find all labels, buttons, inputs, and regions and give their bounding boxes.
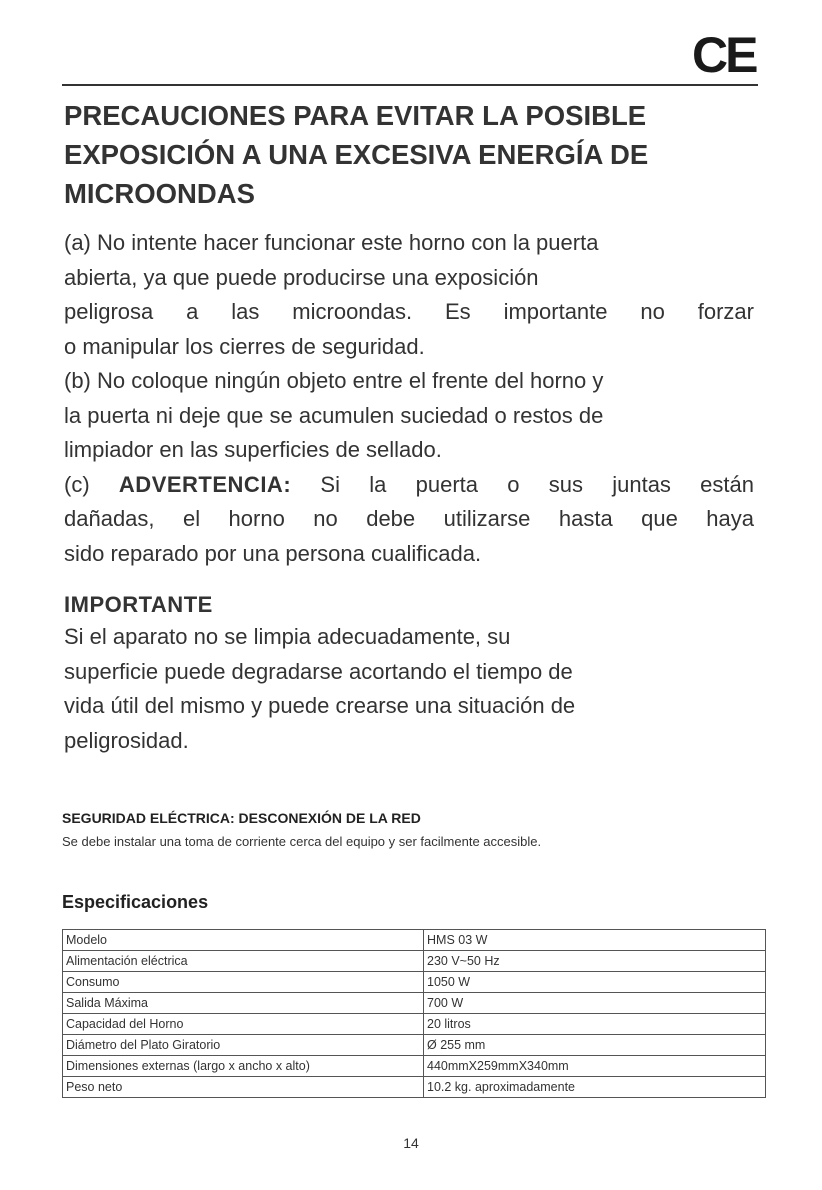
precaution-b-line: limpiador en las superficies de sellado. (64, 437, 442, 462)
precaution-c-prefix: (c) (64, 471, 90, 497)
spec-label: Capacidad del Horno (63, 1014, 424, 1035)
spec-value: 1050 W (424, 972, 766, 993)
ce-mark-logo: CE (692, 27, 756, 83)
spec-value: HMS 03 W (424, 930, 766, 951)
table-row (63, 951, 766, 972)
precautions-text (64, 226, 754, 571)
precaution-b-line: (b) No coloque ningún objeto entre el frente del horno y (64, 368, 604, 393)
specifications-table (62, 929, 766, 1098)
spec-label: Consumo (63, 972, 424, 993)
table-row (63, 1014, 766, 1035)
precaution-c-first-line (64, 468, 754, 503)
table-row (63, 1077, 766, 1098)
page-number: 14 (403, 1135, 419, 1151)
spec-label: Peso neto (63, 1077, 424, 1098)
table-row (63, 972, 766, 993)
header-rule (62, 84, 758, 86)
title-line: EXPOSICIÓN A UNA EXCESIVA ENERGÍA DE (64, 139, 649, 170)
warning-label: ADVERTENCIA: (118, 471, 292, 497)
specifications-heading: Especificaciones (62, 892, 209, 912)
precaution-c-text: Si la puerta o sus juntas están (320, 471, 754, 497)
spec-label: Dimensiones externas (largo x ancho x alto) (63, 1056, 424, 1077)
important-heading: IMPORTANTE (64, 592, 213, 617)
precaution-a-line: o manipular los cierres de seguridad. (64, 333, 425, 359)
precaution-b-line: la puerta ni deje que se acumulen suciedad o restos de (64, 402, 604, 428)
important-line: vida útil del mismo y puede crearse una situación de (64, 693, 576, 718)
important-line: peligrosidad. (64, 727, 189, 753)
important-line: Si el aparato no se limpia adecuadamente, su (64, 624, 511, 649)
important-text (64, 620, 754, 758)
precaution-c-line: dañadas, el horno no debe utilizarse hasta que haya (64, 506, 754, 531)
spec-value: Ø 255 mm (424, 1035, 766, 1056)
table-row (63, 1035, 766, 1056)
important-line: superficie puede degradarse acortando el tiempo de (64, 658, 573, 684)
precaution-a-line: peligrosa a las microondas. Es importante no forzar (64, 299, 754, 324)
precaution-a-line: (a) No intente hacer funcionar este horno con la puerta (64, 230, 599, 255)
electrical-safety-heading: SEGURIDAD ELÉCTRICA: DESCONEXIÓN DE LA RED (62, 810, 421, 826)
spec-value: 10.2 kg. aproximadamente (424, 1077, 766, 1098)
table-row (63, 993, 766, 1014)
table-row (63, 930, 766, 951)
spec-value: 700 W (424, 993, 766, 1014)
title-line: MICROONDAS (64, 178, 255, 209)
page-title (64, 96, 764, 213)
electrical-safety-text: Se debe instalar una toma de corriente cerca del equipo y ser facilmente accesible. (62, 834, 542, 849)
table-row (63, 1056, 766, 1077)
spec-value: 440mmX259mmX340mm (424, 1056, 766, 1077)
spec-label: Salida Máxima (63, 993, 424, 1014)
spec-label: Modelo (63, 930, 424, 951)
spec-label: Diámetro del Plato Giratorio (63, 1035, 424, 1056)
spec-value: 230 V~50 Hz (424, 951, 766, 972)
title-line: PRECAUCIONES PARA EVITAR LA POSIBLE (64, 100, 647, 131)
spec-label: Alimentación eléctrica (63, 951, 424, 972)
precaution-c-line: sido reparado por una persona cualificada. (64, 540, 482, 566)
spec-value: 20 litros (424, 1014, 766, 1035)
precaution-a-line: abierta, ya que puede producirse una exposición (64, 264, 539, 290)
